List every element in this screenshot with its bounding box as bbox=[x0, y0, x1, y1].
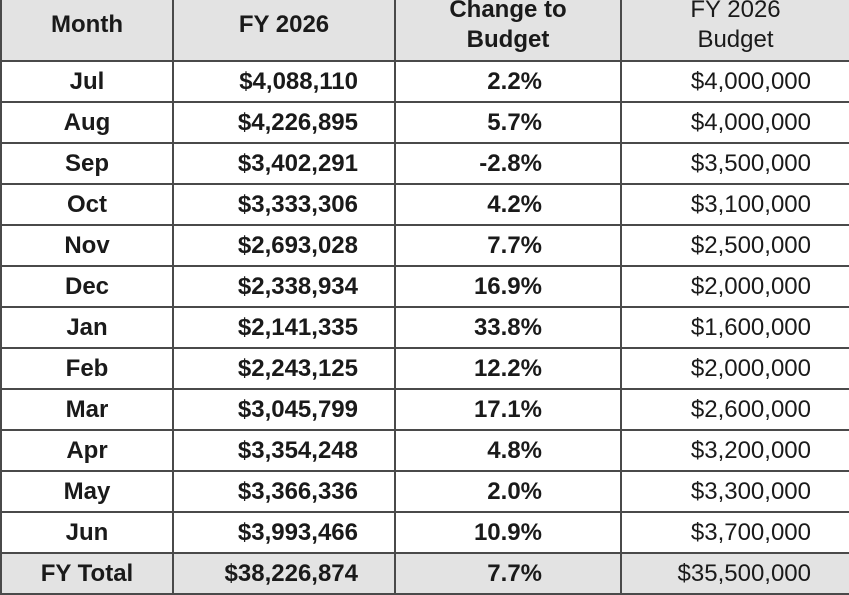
header-row bbox=[1, 0, 849, 61]
budget-cell: $4,000,000 bbox=[621, 61, 849, 102]
table-row bbox=[1, 348, 849, 389]
month-cell: Jan bbox=[1, 307, 173, 348]
fy-2026-cell: $3,402,291 bbox=[173, 143, 395, 184]
change-cell: 17.1% bbox=[395, 389, 621, 430]
budget-cell: $2,600,000 bbox=[621, 389, 849, 430]
budget-cell: $3,100,000 bbox=[621, 184, 849, 225]
table-row bbox=[1, 266, 849, 307]
month-cell: Aug bbox=[1, 102, 173, 143]
fy-2026-cell: $2,243,125 bbox=[173, 348, 395, 389]
fy-2026-cell: $3,993,466 bbox=[173, 512, 395, 553]
table-row bbox=[1, 430, 849, 471]
change-cell: 7.7% bbox=[395, 553, 621, 594]
fy-2026-cell: $4,088,110 bbox=[173, 61, 395, 102]
total-row bbox=[1, 553, 849, 594]
change-cell: 7.7% bbox=[395, 225, 621, 266]
change-cell: 4.2% bbox=[395, 184, 621, 225]
fy-2026-cell: $2,693,028 bbox=[173, 225, 395, 266]
header-change-to-budget bbox=[395, 0, 621, 61]
budget-cell: $3,500,000 bbox=[621, 143, 849, 184]
table-row bbox=[1, 143, 849, 184]
budget-cell: $2,500,000 bbox=[621, 225, 849, 266]
fy-2026-cell: $38,226,874 bbox=[173, 553, 395, 594]
month-cell: Jun bbox=[1, 512, 173, 553]
change-cell: 33.8% bbox=[395, 307, 621, 348]
fy-2026-cell: $4,226,895 bbox=[173, 102, 395, 143]
fy-2026-cell: $3,045,799 bbox=[173, 389, 395, 430]
month-cell: Mar bbox=[1, 389, 173, 430]
header-change-label: Change to Budget bbox=[449, 0, 567, 53]
change-cell: 2.0% bbox=[395, 471, 621, 512]
table-row bbox=[1, 102, 849, 143]
change-cell: 10.9% bbox=[395, 512, 621, 553]
table-row bbox=[1, 512, 849, 553]
table-header bbox=[1, 0, 849, 61]
header-budget-label: FY 2026 Budget bbox=[690, 0, 781, 53]
month-cell: Feb bbox=[1, 348, 173, 389]
month-cell: Nov bbox=[1, 225, 173, 266]
month-cell: Apr bbox=[1, 430, 173, 471]
budget-cell: $1,600,000 bbox=[621, 307, 849, 348]
month-cell: Jul bbox=[1, 61, 173, 102]
budget-cell: $2,000,000 bbox=[621, 348, 849, 389]
fy-2026-cell: $2,141,335 bbox=[173, 307, 395, 348]
header-fy-2026: FY 2026 bbox=[173, 0, 395, 61]
fy-2026-cell: $3,354,248 bbox=[173, 430, 395, 471]
budget-cell: $3,300,000 bbox=[621, 471, 849, 512]
header-month: Month bbox=[1, 0, 173, 61]
table-row bbox=[1, 471, 849, 512]
budget-cell: $35,500,000 bbox=[621, 553, 849, 594]
budget-cell: $3,200,000 bbox=[621, 430, 849, 471]
table-row bbox=[1, 307, 849, 348]
month-cell: FY Total bbox=[1, 553, 173, 594]
change-cell: 5.7% bbox=[395, 102, 621, 143]
fy-2026-cell: $2,338,934 bbox=[173, 266, 395, 307]
budget-cell: $3,700,000 bbox=[621, 512, 849, 553]
budget-cell: $4,000,000 bbox=[621, 102, 849, 143]
table-row bbox=[1, 225, 849, 266]
month-cell: Sep bbox=[1, 143, 173, 184]
table-row bbox=[1, 61, 849, 102]
fy-2026-cell: $3,333,306 bbox=[173, 184, 395, 225]
budget-cell: $2,000,000 bbox=[621, 266, 849, 307]
change-cell: 4.8% bbox=[395, 430, 621, 471]
table-row bbox=[1, 184, 849, 225]
month-cell: May bbox=[1, 471, 173, 512]
change-cell: -2.8% bbox=[395, 143, 621, 184]
change-cell: 2.2% bbox=[395, 61, 621, 102]
table-body bbox=[1, 61, 849, 594]
month-cell: Oct bbox=[1, 184, 173, 225]
fy-2026-cell: $3,366,336 bbox=[173, 471, 395, 512]
change-cell: 16.9% bbox=[395, 266, 621, 307]
month-cell: Dec bbox=[1, 266, 173, 307]
header-fy-2026-budget bbox=[621, 0, 849, 61]
table-row bbox=[1, 389, 849, 430]
change-cell: 12.2% bbox=[395, 348, 621, 389]
